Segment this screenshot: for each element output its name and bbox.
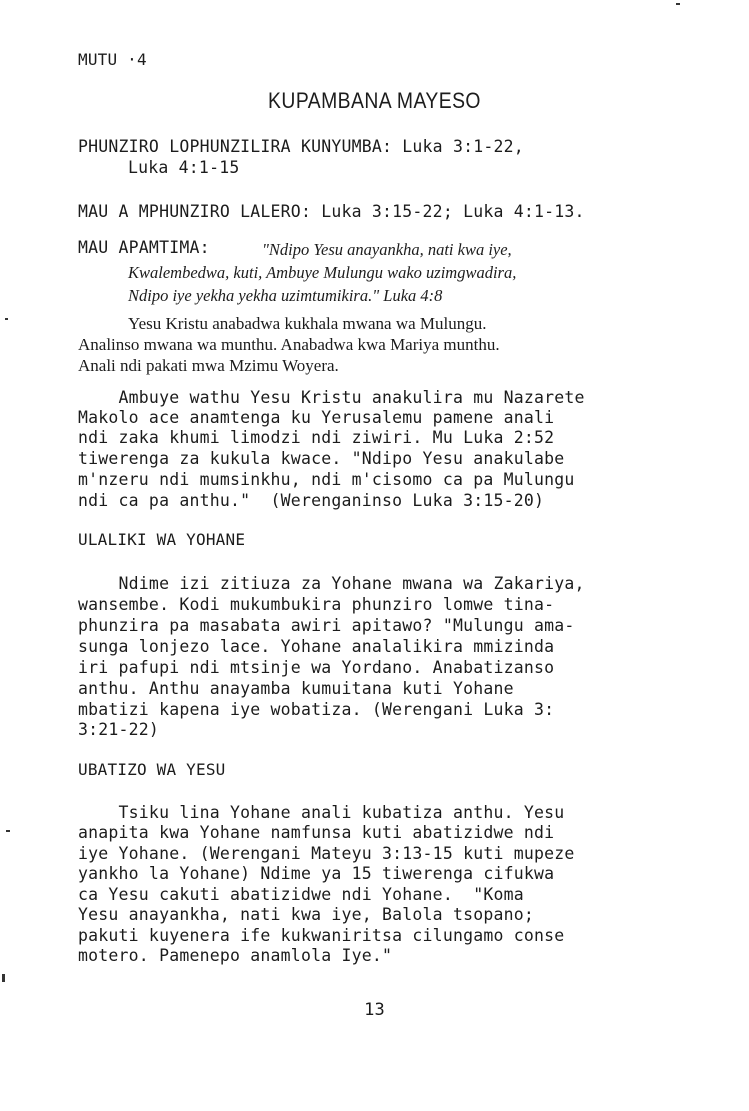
paragraph-line: phunzira pa masabata awiri apitawo? "Mulungu ama-	[78, 616, 575, 635]
paragraph-line: wansembe. Kodi mukumbukira phunziro lomwe tina-	[78, 595, 555, 614]
memory-verse-line-2: Kwalembedwa, kuti, Ambuye Mulungu wako uzimgwadira,	[128, 263, 517, 282]
paragraph-line: Tsiku lina Yohane anali kubatiza anthu. Yesu	[78, 803, 565, 822]
paragraph-line: ndi ca pa anthu." (Werenganinso Luka 3:15-20)	[78, 491, 545, 510]
paragraph-line: Yesu anayankha, nati kwa iye, Balola tsopano;	[78, 905, 535, 924]
paragraph-line: m'nzeru ndi mumsinkhu, ndi m'cisomo ca pa Mulungu	[78, 470, 575, 489]
section-heading-preaching: ULALIKI WA YOHANE	[78, 530, 246, 549]
paragraph-line: Makolo ace anamtenga ku Yerusalemu pamene anali	[78, 408, 555, 427]
paragraph-line: ca Yesu cakuti abatizidwe ndi Yohane. "Koma	[78, 885, 524, 904]
paragraph-line: mbatizi kapena iye wobatiza. (Werengani Luka 3:	[78, 700, 555, 719]
memory-verse-label: MAU APAMTIMA:	[78, 238, 210, 257]
paragraph-line: iri pafupi ndi mtsinje wa Yordano. Anabatizanso	[78, 658, 555, 677]
paragraph-line: anapita kwa Yohane namfunsa kuti abatizidwe ndi	[78, 823, 555, 842]
section-heading-baptism: UBATIZO WA YESU	[78, 760, 226, 779]
summary-line-1: Yesu Kristu anabadwa kukhala mwana wa Mulungu.	[128, 314, 487, 333]
memory-verse-line-3: Ndipo iye yekha yekha uzimtumikira." Luka 4:8	[128, 286, 443, 305]
paragraph-line: iye Yohane. (Werengani Mateyu 3:13-15 kuti mupeze	[78, 844, 575, 863]
memory-verse-line-1: "Ndipo Yesu anayankha, nati kwa iye,	[262, 240, 512, 259]
paragraph-line: anthu. Anthu anayamba kumuitana kuti Yohane	[78, 679, 514, 698]
paragraph-line: 3:21-22)	[78, 720, 160, 739]
summary-line-3: Anali ndi pakati mwa Mzimu Woyera.	[78, 356, 339, 375]
paragraph-line: ndi zaka khumi limodzi ndi ziwiri. Mu Luka 2:52	[78, 428, 555, 447]
lesson-text-line: MAU A MPHUNZIRO LALERO: Luka 3:15-22; Luka 4:1-13.	[78, 202, 585, 221]
scan-speck	[2, 974, 5, 982]
paragraph-line: tiwerenga za kukula kwace. "Ndipo Yesu anakulabe	[78, 449, 565, 468]
paragraph-line: Ambuye wathu Yesu Kristu anakulira mu Nazarete	[78, 388, 585, 407]
scan-speck	[6, 830, 10, 832]
scan-speck	[676, 3, 680, 5]
home-study-line-continued: Luka 4:1-15	[128, 158, 240, 177]
running-head: MUTU ·4	[78, 50, 147, 69]
paragraph-line: sunga lonjezo lace. Yohane analalikira mmizinda	[78, 637, 555, 656]
page-number: 13	[364, 1000, 385, 1020]
scan-speck	[5, 318, 8, 320]
home-study-line: PHUNZIRO LOPHUNZILIRA KUNYUMBA: Luka 3:1-22,	[78, 137, 524, 156]
paragraph-line: motero. Pamenepo anamlola Iye."	[78, 946, 393, 965]
paragraph-line: yankho la Yohane) Ndime ya 15 tiwerenga cifukwa	[78, 864, 555, 883]
paragraph-line: pakuti kuyenera ife kukwaniritsa cilungamo conse	[78, 926, 565, 945]
paragraph-line: Ndime izi zitiuza za Yohane mwana wa Zakariya,	[78, 574, 585, 593]
summary-line-2: Analinso mwana wa munthu. Anabadwa kwa Mariya munthu.	[78, 335, 500, 354]
page-title: KUPAMBANA MAYESO	[268, 88, 481, 113]
